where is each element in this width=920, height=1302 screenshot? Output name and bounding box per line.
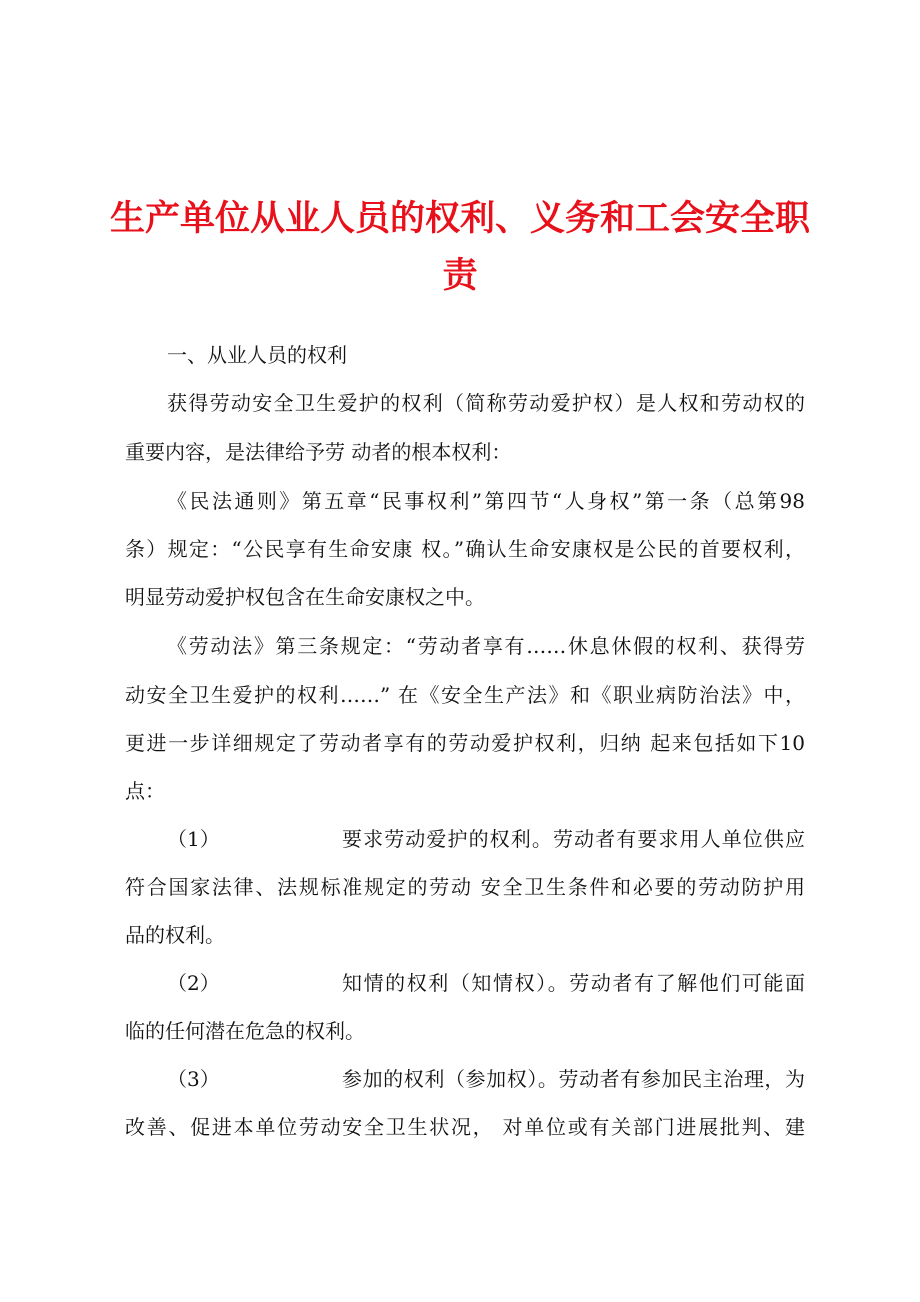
paragraph-line: 动安全卫生爱护的权利……” 在《安全生产法》和《职业病防治法》中， [125, 683, 805, 707]
paragraph-line: 改善、促进本单位劳动安全卫生状况， 对单位或有关部门进展批判、建 [125, 1115, 805, 1139]
title-line-1: 生产单位从业人员的权利、义务和工会安全职 [109, 198, 810, 239]
paragraph-line: 点： [125, 779, 165, 803]
item-text: 要求劳动爱护的权利。劳动者有要求用人单位供应 [342, 827, 805, 851]
item-text: 参加的权利（参加权）。劳动者有参加民主治理，为 [342, 1067, 805, 1091]
item-number: （2） [167, 971, 220, 995]
paragraph-line: 符合国家法律、法规标准规定的劳动 安全卫生条件和必要的劳动防护用 [125, 875, 805, 899]
paragraph-line: 获得劳动安全卫生爱护的权利（简称劳动爱护权）是人权和劳动权的 [167, 391, 805, 415]
paragraph-line: 品的权利。 [125, 923, 225, 947]
paragraph-line: 明显劳动爱护权包含在生命安康权之中。 [125, 585, 485, 609]
section-heading: 一、从业人员的权利 [167, 343, 347, 367]
list-item-1-first-line [167, 824, 805, 854]
list-item-3-first-line [167, 1064, 805, 1094]
title-line-2: 责 [442, 255, 478, 296]
list-item-2-first-line [167, 968, 805, 998]
item-number: （3） [167, 1067, 220, 1091]
item-number: （1） [167, 827, 220, 851]
document-title [100, 190, 820, 304]
paragraph-line: 条）规定：“公民享有生命安康 权。”确认生命安康权是公民的首要权利， [125, 537, 805, 561]
paragraph-line: 更进一步详细规定了劳动者享有的劳动爱护权利，归纳 起来包括如下10 [125, 731, 805, 755]
paragraph-line: 临的任何潜在危急的权利。 [125, 1019, 365, 1043]
paragraph-line: 《民法通则》第五章“民事权利”第四节“人身权”第一条（总第98 [167, 489, 805, 513]
item-text: 知情的权利（知情权）。劳动者有了解他们可能面 [342, 971, 805, 995]
paragraph-line: 《劳动法》第三条规定：“劳动者享有……休息休假的权利、获得劳 [167, 634, 805, 658]
paragraph-line: 重要内容，是法律给予劳 动者的根本权利： [125, 440, 512, 464]
